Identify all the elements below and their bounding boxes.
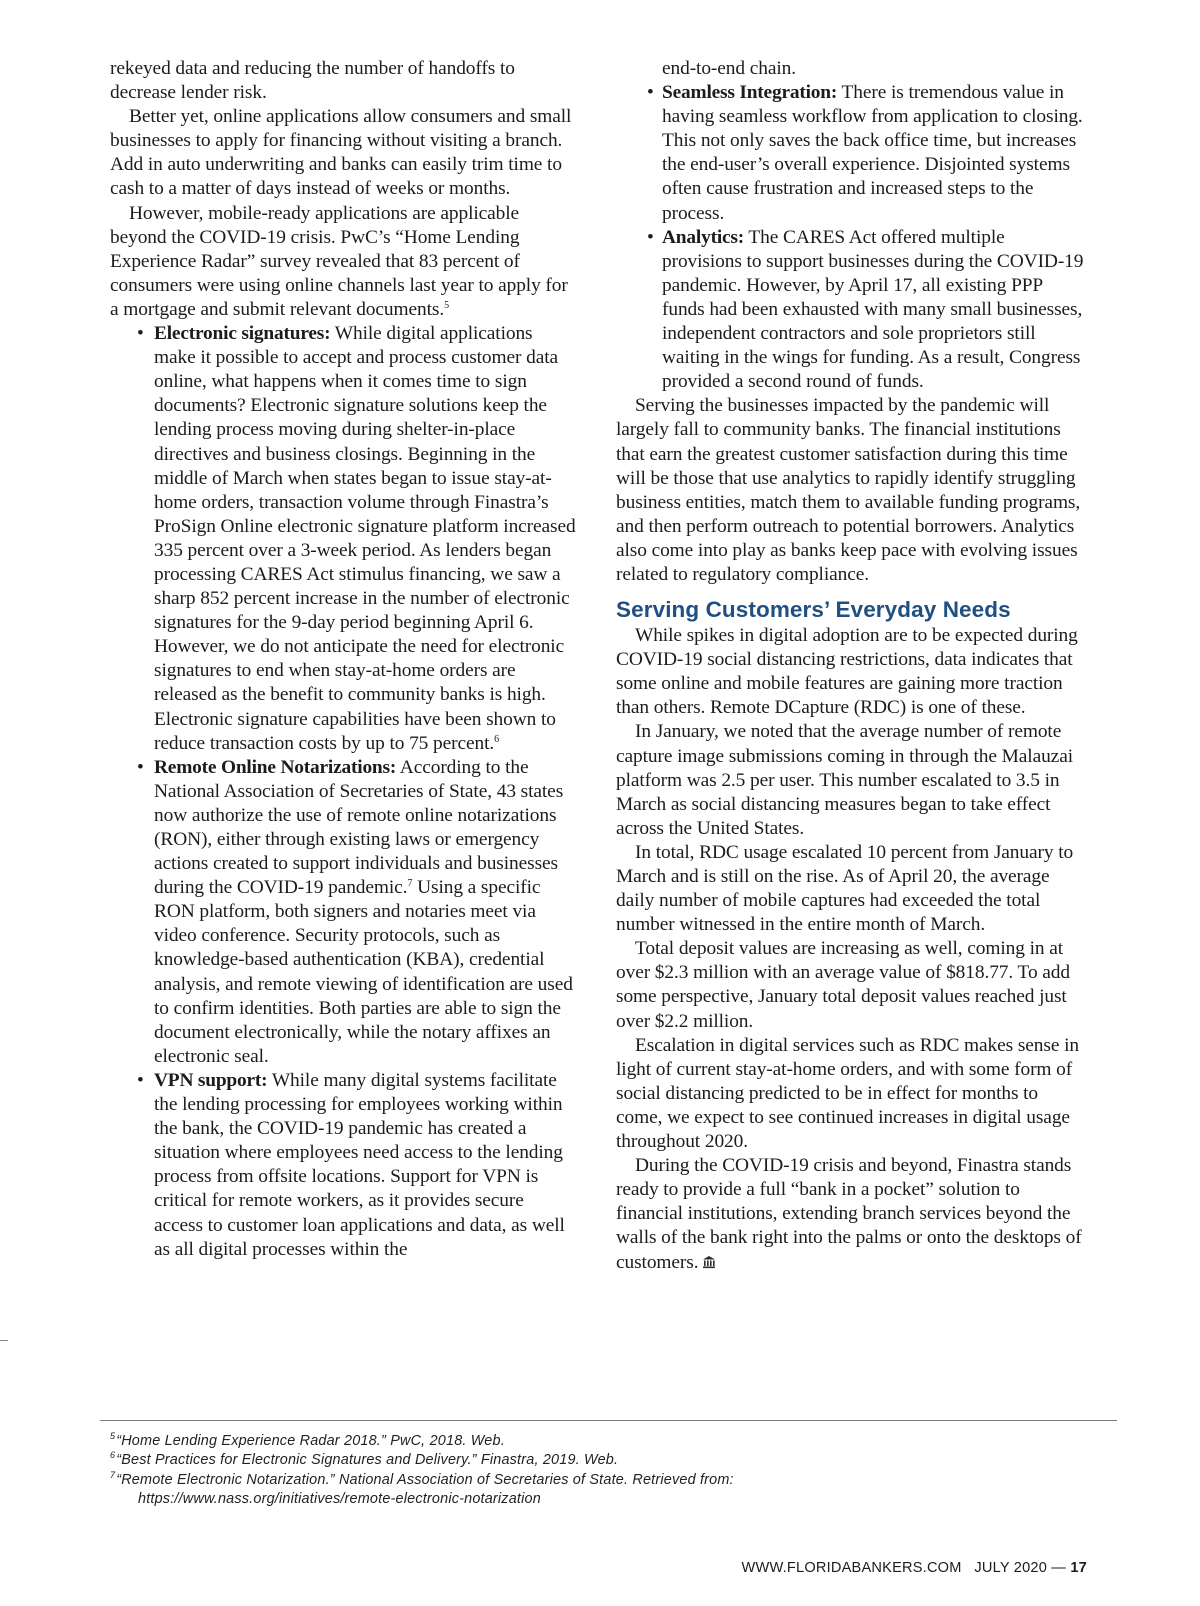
footnotes (110, 1432, 1110, 1509)
footnote-5 (110, 1432, 1110, 1451)
paragraph-digital-adoption: While spikes in digital adoption are to be expected during COVID-19 social distancing restrictions, data indicates that some online and mobile features are gaining more traction than others. Remote DCapture (RDC) is one of these. (616, 625, 1078, 719)
footnote-divider (100, 1420, 1117, 1421)
page-footer (742, 1560, 1087, 1576)
paragraph-escalation: Escalation in digital services such as RDC makes sense in light of current stay-at-home orders, and with some form of social distancing predicted to be in effect for months to come, we expect to see continued increases in digital usage throughout 2020. (616, 1034, 1079, 1153)
bullet-label: Analytics: (662, 226, 745, 248)
bullet-text: While many digital systems facilitate the lending processing for employees working within the bank, the COVID-19 pandemic has created a situation where employees need access to the lending process from offsite locations. Support for VPN is critical for remote workers, as it provides secure access to customer loan applications and data, as well as all digital processes within the (154, 1069, 565, 1260)
footnote-number: 6 (110, 1450, 116, 1461)
bullet-label: VPN support: (154, 1069, 268, 1091)
bullet-label: Remote Online Notarizations: (154, 756, 397, 778)
paragraph-serving-businesses: Serving the businesses impacted by the pandemic will largely fall to community banks. The financial institutions that earn the greatest customer satisfaction during this time will be those that use analytics to rapidly identify struggling business entities, match them to available funding programs, and then perform outreach to potential borrowers. Analytics also come into play as banks keep pace with evolving issues related to regulatory compliance. (616, 395, 1081, 585)
bullet-vpn-support (110, 1069, 577, 1262)
bullet-label: Electronic signatures: (154, 323, 331, 345)
bullet-continued-text: end-to-end chain. (662, 58, 796, 79)
bullet-seamless-integration (616, 81, 1086, 226)
bullet-analytics (616, 226, 1086, 395)
paragraph-january-average: In January, we noted that the average number of remote capture image submissions coming in through the Malauzai platform was 2.5 per user. This number escalated to 3.5 in March as social distancing measures began to take effect across the United States. (616, 721, 1073, 839)
bullet-text-2: However, we do not anticipate the need for electronic signatures to end when stay-at-home orders are released as the benefit to community banks is high. Electronic signature capabilities have been shown to reduce transaction costs by up to 75 percent. (154, 636, 565, 754)
footer-website[interactable]: WWW.FLORIDABANKERS.COM (741, 1560, 962, 1576)
feature-bullet-list (110, 322, 577, 1262)
footnote-number: 7 (110, 1469, 116, 1480)
section-heading: Serving Customers’ Everyday Needs (616, 597, 1011, 623)
footnote-text: “Home Lending Experience Radar 2018.” PwC, 2018. Web. (116, 1433, 505, 1449)
footnote-text: “Best Practices for Electronic Signatures and Delivery.” Finastra, 2019. Web. (116, 1452, 619, 1469)
paragraph-online-applications: Better yet, online applications allow consumers and small businesses to apply for financing without visiting a branch. Add in auto underwriting and banks can easily trim time to cash to a matter of days instead of weeks or months. (110, 106, 572, 200)
bank-building-icon (702, 1255, 716, 1269)
footnote-ref-7: 7 (407, 878, 413, 890)
paragraph-deposit-values: Total deposit values are increasing as well, coming in at over $2.3 million with an average value of $818.77. To add some perspective, January total deposit values reached just over $2.2 million. (616, 938, 1070, 1032)
crop-mark (0, 1340, 8, 1341)
page-number: 17 (1070, 1560, 1087, 1576)
bullet-remote-online-notarizations (110, 756, 577, 1069)
bullet-text: According to the National Association of Secretaries of State, 43 states now authorize the use of remote online notarizations (RON), either through existing laws or emergency actions created to support individuals and businesses during the COVID-19 pandemic. (154, 756, 564, 899)
bullet-text-continued (154, 635, 577, 755)
footnote-ref-6: 6 (494, 733, 500, 745)
bullet-dot: • (647, 226, 654, 248)
bullet-dot: • (137, 756, 144, 778)
footer-issue: JULY 2020 (974, 1560, 1048, 1576)
feature-bullet-list-continued (616, 81, 1086, 394)
bullet-text: There is tremendous value in having seamless workflow from application to closing. This not only saves the back office time, but increases the end-user’s overall experience. Disjointed systems often cause frustration and increased steps to the process. (662, 82, 1083, 224)
paragraph-continued: rekeyed data and reducing the number of handoffs to decrease lender risk. (110, 58, 515, 104)
footer-dash: — (1051, 1560, 1067, 1576)
footnote-number: 5 (110, 1431, 116, 1441)
bullet-dot: • (647, 82, 654, 104)
bullet-electronic-signatures (110, 322, 577, 756)
paragraph-rdc-usage: In total, RDC usage escalated 10 percent from January to March and is still on the rise. As of April 20, the average daily number of mobile captures had exceeded the total number witnessed in the entire month of March. (616, 841, 1074, 936)
paragraph-closing (616, 1154, 1086, 1274)
bullet-text: The CARES Act offered multiple provisions to support businesses during the COVID-19 pandemic. However, by April 17, all existing PPP funds had been exhausted with many small businesses, independent contractors and sole proprietors still waiting in the wings for funding. As a result, Congress provided a second round of funds. (662, 226, 1084, 393)
bullet-text-after: Using a specific RON platform, both signers and notaries meet via video conference. Security protocols, such as knowledge-based authentication (KBA), credential analysis, and remote viewing of identification are used to confirm identities. Both parties are able to sign the document electronically, while the notary affixes an electronic seal. (154, 877, 573, 1067)
left-column (110, 57, 577, 1262)
paragraph-mobile-ready (110, 202, 577, 322)
right-column (616, 57, 1086, 1275)
bullet-text: While digital applications make it possible to accept and process customer data online, what happens when it comes time to sign documents? Electronic signature solutions keep the lending process moving during shelter-in-place directives and business closings. Beginning in the middle of March when states began to issue stay-at-home orders, transaction volume through Finastra’s ProSign Online electronic signature platform increased 335 percent over a 3-week period. As lenders began processing CARES Act stimulus financing, we saw a sharp 852 percent increase in the number of electronic signatures for the 9-day period beginning April 6. (154, 323, 576, 634)
footnote-7 (110, 1471, 1110, 1490)
footnote-text: “Remote Electronic Notarization.” National Association of Secretaries of State. Retrieved from: (116, 1471, 734, 1488)
bullet-label: Seamless Integration: (662, 82, 838, 104)
footnote-7-url[interactable]: https://www.nass.org/initiatives/remote-electronic-notarization (138, 1490, 541, 1507)
paragraph-closing-text: During the COVID-19 crisis and beyond, Finastra stands ready to provide a full “bank in a pocket” solution to financial institutions, extending branch services beyond the walls of the bank right into the palms or onto the desktops of customers. (616, 1155, 1082, 1273)
footnote-6 (110, 1451, 1110, 1470)
footnote-ref-5: 5 (444, 299, 449, 311)
bullet-dot: • (137, 1069, 144, 1091)
paragraph-mobile-ready-text: However, mobile-ready applications are applicable beyond the COVID-19 crisis. PwC’s “Home Lending Experience Radar” survey revealed that 83 percent of consumers were using online channels last year to apply for a mortgage and submit relevant documents. (110, 202, 568, 320)
bullet-dot: • (137, 323, 144, 345)
